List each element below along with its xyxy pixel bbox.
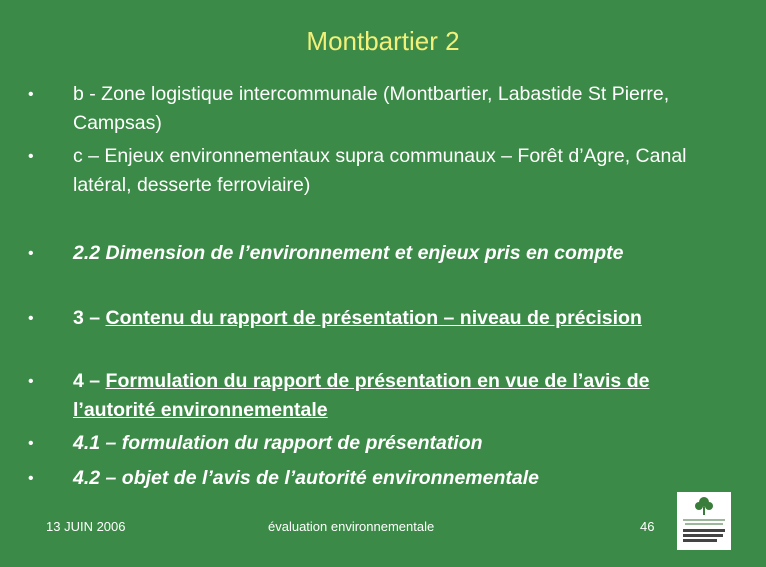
bullet-text [73,367,728,425]
bullet-text: 4.2 – objet de l’avis de l’autorité environnementale [73,467,539,489]
footer-date: 13 JUIN 2006 [46,519,126,534]
bullet-marker: • [28,245,34,262]
tree-logo-icon [677,492,731,550]
bullet-text: 4.1 – formulation du rapport de présentation [73,432,483,454]
bullet-marker: • [28,310,34,327]
page-number: 46 [640,519,655,534]
bullet-link-text: Contenu du rapport de présentation – niveau de précision [105,307,642,329]
bullet-item [28,367,728,425]
bullet-marker: • [28,435,34,452]
bullet-text: b - Zone logistique intercommunale (Montbartier, Labastide St Pierre, Campsas) [73,83,670,134]
footer-label: évaluation environnementale [268,519,435,534]
bullet-item [28,80,728,138]
bullet-link-text: Formulation du rapport de présentation en vue de l’avis de l’autorité environnementale [73,370,650,421]
bullet-item [28,464,728,493]
slide-title: Montbartier 2 [306,26,460,56]
bullet-marker: • [28,373,34,390]
bullet-text: 2.2 Dimension de l’environnement et enjeux pris en compte [73,242,624,264]
bullet-prefix: 4 – [73,370,106,392]
bullet-marker: • [28,470,34,487]
organization-logo [677,492,731,550]
bullet-item [28,304,728,333]
bullet-item [28,239,728,268]
bullet-marker: • [28,148,34,165]
bullet-item [28,142,728,200]
bullet-text [73,304,728,333]
bullet-text: c – Enjeux environnementaux supra communaux – Forêt d’Agre, Canal latéral, desserte ferroviaire) [73,145,687,196]
bullet-marker: • [28,86,34,103]
bullet-item [28,429,728,458]
bullet-prefix: 3 – [73,307,106,329]
